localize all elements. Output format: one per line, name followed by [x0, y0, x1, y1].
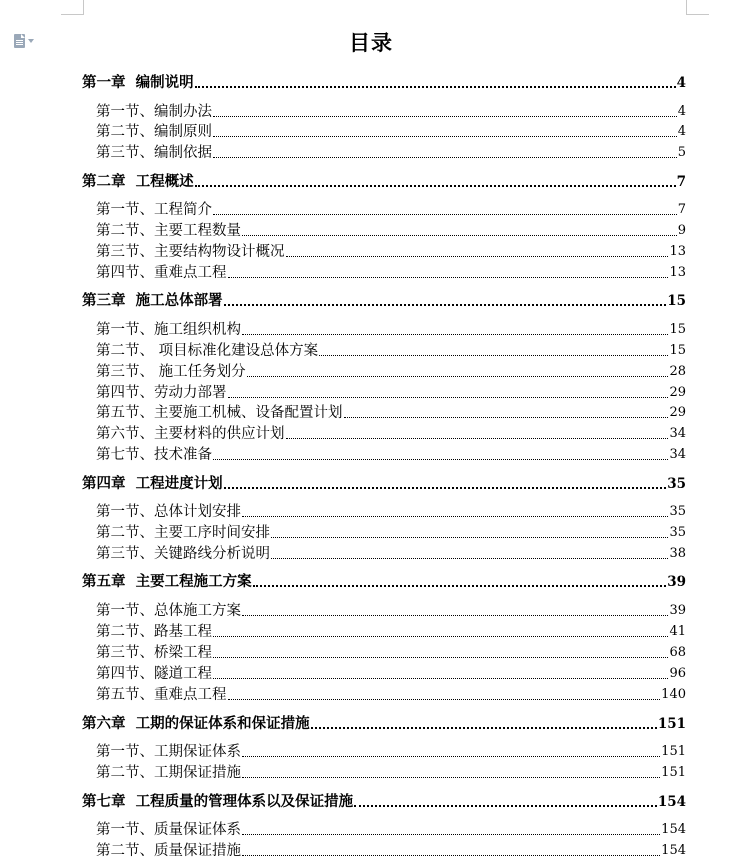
- toc-section-entry[interactable]: [82, 663, 686, 683]
- toc-page-number: 39: [667, 574, 686, 590]
- toc-dot-leader: [213, 635, 668, 637]
- toc-section-entry[interactable]: [82, 621, 686, 641]
- toc-page-number: 13: [669, 265, 686, 280]
- toc-section-entry[interactable]: [82, 319, 686, 339]
- toc-dot-leader: [242, 333, 668, 335]
- toc-section-entry[interactable]: [82, 142, 686, 162]
- toc-section-entry[interactable]: [82, 402, 686, 422]
- toc-dot-leader: [242, 755, 660, 757]
- toc-entry-label: 第二节、工期保证措施: [96, 765, 241, 781]
- toc-page-number: 35: [669, 525, 686, 540]
- toc-entry-label: 第一节、编制办法: [96, 104, 212, 120]
- toc-chapter-entry[interactable]: [82, 713, 686, 733]
- toc-section-entry[interactable]: [82, 522, 686, 542]
- toc-entry-label: 第五节、重难点工程: [96, 687, 227, 703]
- toc-dot-leader: [213, 213, 677, 215]
- toc-dot-leader: [242, 776, 660, 778]
- toc-section-entry[interactable]: [82, 840, 686, 860]
- toc-section-entry[interactable]: [82, 382, 686, 402]
- toc-page-number: 34: [669, 426, 686, 441]
- toc-entry-label: 第一章 编制说明: [82, 74, 194, 91]
- toc-dot-leader: [242, 234, 677, 236]
- toc-chapter-entry[interactable]: [82, 571, 686, 591]
- toc-dot-leader: [224, 303, 667, 306]
- toc-chapter-entry[interactable]: [82, 72, 686, 92]
- toc-dot-leader: [271, 557, 668, 559]
- toc-page-number: 9: [677, 223, 686, 238]
- toc-entry-label: 第七章 工程质量的管理体系以及保证措施: [82, 793, 354, 810]
- toc-section-entry[interactable]: [82, 444, 686, 464]
- toc-entry-label: 第二节、主要工序时间安排: [96, 525, 270, 541]
- toc-page-number: 154: [661, 843, 686, 858]
- toc-section-entry[interactable]: [82, 762, 686, 782]
- toc-dot-leader: [242, 614, 668, 616]
- crop-mark-top-left: [61, 0, 84, 15]
- toc-dot-leader: [213, 115, 677, 117]
- toc-entry-label: 第四节、重难点工程: [96, 265, 227, 281]
- toc-section-entry[interactable]: [82, 600, 686, 620]
- toc-entry-label: 第四节、劳动力部署: [96, 385, 227, 401]
- toc-page-number: 15: [667, 293, 686, 309]
- toc-entry-label: 第三节、 施工任务划分: [96, 364, 246, 380]
- toc-page-number: 151: [661, 744, 686, 759]
- toc-dot-leader: [242, 515, 668, 517]
- toc-entry-label: 第一节、工程简介: [96, 202, 212, 218]
- toc-entry-label: 第一节、质量保证体系: [96, 822, 241, 838]
- toc-entry-label: 第七节、技术准备: [96, 447, 212, 463]
- toc-entry-label: 第三章 施工总体部署: [82, 292, 223, 309]
- toc-page-number: 68: [669, 645, 686, 660]
- toc-entry-label: 第二节、质量保证措施: [96, 843, 241, 859]
- toc-entry-label: 第二节、 项目标准化建设总体方案: [96, 343, 319, 359]
- toc-dot-leader: [213, 156, 677, 158]
- toc-entry-label: 第三节、关键路线分析说明: [96, 546, 270, 562]
- toc-dot-leader: [228, 396, 669, 398]
- toc-dot-leader: [195, 85, 676, 88]
- toc-page-number: 7: [676, 174, 686, 190]
- toc-dot-leader: [228, 698, 661, 700]
- toc-section-entry[interactable]: [82, 241, 686, 261]
- toc-section-entry[interactable]: [82, 220, 686, 240]
- toc-entry-label: 第三节、主要结构物设计概况: [96, 244, 285, 260]
- toc-section-entry[interactable]: [82, 642, 686, 662]
- toc-page-number: 151: [657, 716, 686, 732]
- page-title: 目录: [349, 30, 393, 55]
- toc-page-number: 39: [669, 603, 686, 618]
- toc-dot-leader: [319, 354, 668, 356]
- toc-dot-leader: [253, 584, 667, 587]
- toc-entry-label: 第六节、主要材料的供应计划: [96, 426, 285, 442]
- toc-page-number: 151: [661, 765, 686, 780]
- toc-chapter-entry[interactable]: [82, 791, 686, 811]
- toc-page-number: 7: [677, 202, 686, 217]
- toc-section-entry[interactable]: [82, 543, 686, 563]
- toc-section-entry[interactable]: [82, 423, 686, 443]
- toc-page-number: 29: [669, 405, 686, 420]
- toc-page-number: 13: [669, 244, 686, 259]
- toc-dot-leader: [286, 437, 669, 439]
- toc-page-number: 140: [661, 687, 686, 702]
- toc-entry-label: 第四节、隧道工程: [96, 666, 212, 682]
- toc-page-number: 154: [657, 794, 686, 810]
- toc-page-number: 4: [677, 124, 686, 139]
- toc-section-entry[interactable]: [82, 361, 686, 381]
- toc-entry-label: 第一节、施工组织机构: [96, 322, 241, 338]
- toc-page-number: 4: [676, 75, 686, 91]
- toc-dot-leader: [286, 255, 669, 257]
- toc-entry-label: 第二节、路基工程: [96, 624, 212, 640]
- toc-page-number: 35: [669, 504, 686, 519]
- toc-entry-label: 第五章 主要工程施工方案: [82, 573, 252, 590]
- toc-section-entry[interactable]: [82, 684, 686, 704]
- toc-dot-leader: [213, 656, 668, 658]
- toc-dot-leader: [311, 726, 657, 729]
- toc-dot-leader: [213, 458, 668, 460]
- toc-page-number: 96: [669, 666, 686, 681]
- toc-page-number: 38: [669, 546, 686, 561]
- toc-dot-leader: [195, 184, 676, 187]
- toc-page-number: 34: [669, 447, 686, 462]
- toc-section-entry[interactable]: [82, 340, 686, 360]
- toc-entry-label: 第六章 工期的保证体系和保证措施: [82, 715, 310, 732]
- toc-chapter-entry[interactable]: [82, 290, 686, 310]
- toc-section-entry[interactable]: [82, 121, 686, 141]
- toc-entry-label: 第五节、主要施工机械、设备配置计划: [96, 405, 343, 421]
- toc-section-entry[interactable]: [82, 199, 686, 219]
- toc-entry-label: 第一节、工期保证体系: [96, 744, 241, 760]
- toc-dot-leader: [354, 804, 657, 807]
- toc-dot-leader: [224, 486, 667, 489]
- toc-dot-leader: [271, 536, 668, 538]
- toc-page-number: 29: [669, 385, 686, 400]
- toc-page-number: 4: [677, 104, 686, 119]
- toc-page-number: 35: [667, 476, 686, 492]
- toc-entry-label: 第三节、编制依据: [96, 145, 212, 161]
- toc-dot-leader: [242, 833, 660, 835]
- toc-dot-leader: [247, 375, 669, 377]
- toc-section-entry[interactable]: [82, 501, 686, 521]
- toc-dot-leader: [344, 416, 669, 418]
- toc-page-number: 15: [669, 322, 686, 337]
- toc-entry-label: 第一节、总体计划安排: [96, 504, 241, 520]
- toc-chapter-entry[interactable]: [82, 473, 686, 493]
- crop-mark-top-right: [686, 0, 709, 15]
- toc-page-number: 28: [669, 364, 686, 379]
- toc-section-entry[interactable]: [82, 101, 686, 121]
- toc-entry-label: 第二节、主要工程数量: [96, 223, 241, 239]
- toc-page-number: 41: [669, 624, 686, 639]
- toc-entry-label: 第一节、总体施工方案: [96, 603, 241, 619]
- toc-entry-label: 第三节、桥梁工程: [96, 645, 212, 661]
- toc-dot-leader: [228, 276, 669, 278]
- toc-section-entry[interactable]: [82, 819, 686, 839]
- toc-dot-leader: [242, 854, 660, 856]
- toc-page-number: 15: [669, 343, 686, 358]
- toc-entry-label: 第二节、编制原则: [96, 124, 212, 140]
- toc-chapter-entry[interactable]: [82, 171, 686, 191]
- toc-section-entry[interactable]: [82, 262, 686, 282]
- toc-page-number: 5: [677, 145, 686, 160]
- toc-dot-leader: [213, 135, 677, 137]
- toc-entry-label: 第四章 工程进度计划: [82, 475, 223, 492]
- toc-entry-label: 第二章 工程概述: [82, 173, 194, 190]
- toc-page-number: 154: [661, 822, 686, 837]
- toc-dot-leader: [213, 677, 668, 679]
- toc-section-entry[interactable]: [82, 741, 686, 761]
